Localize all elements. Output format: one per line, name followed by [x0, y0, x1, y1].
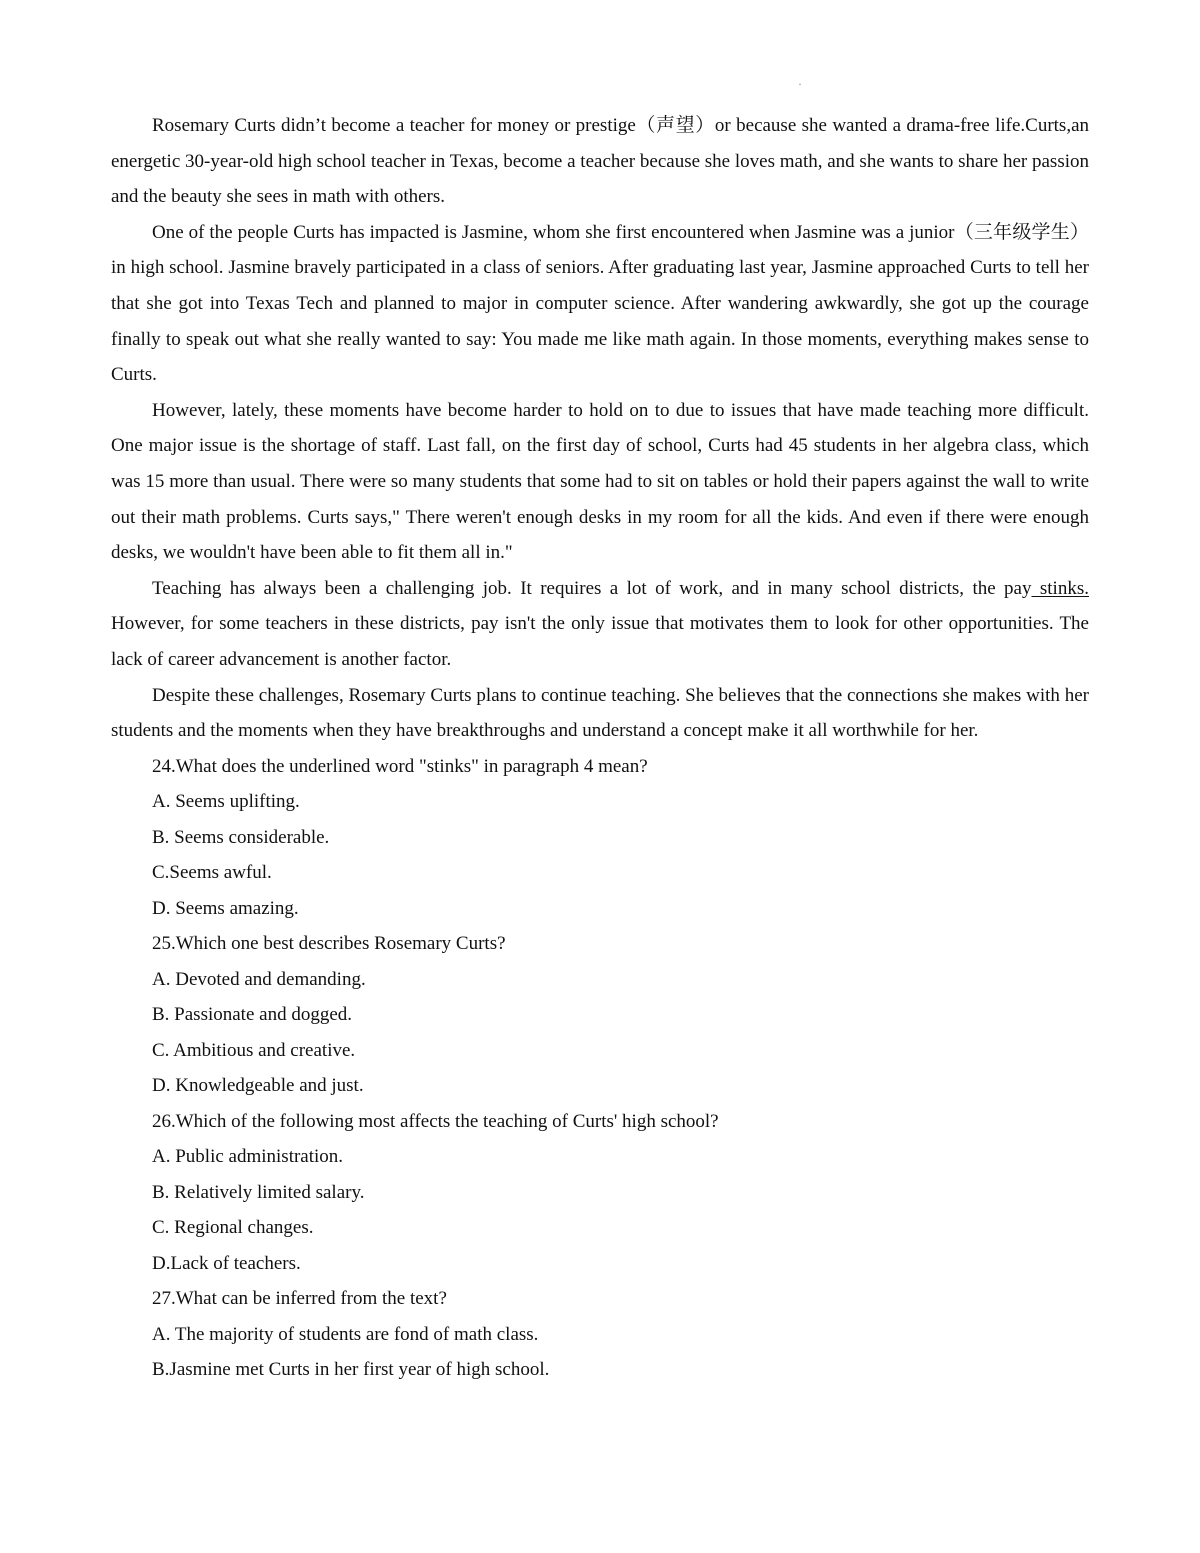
reading-passage: [111, 108, 1089, 749]
option-b: B.Jasmine met Curts in her first year of high school.: [152, 1359, 550, 1381]
question-27: [111, 1281, 1089, 1388]
option-d: D.Lack of teachers.: [152, 1252, 301, 1274]
question-stem: 24.What does the underlined word "stinks" in paragraph 4 mean?: [152, 755, 648, 777]
question-stem: 27.What can be inferred from the text?: [152, 1288, 447, 1310]
option-b: B. Seems considerable.: [152, 826, 330, 848]
option-a: A. The majority of students are fond of math class.: [152, 1323, 539, 1345]
question-26: [111, 1104, 1089, 1282]
option-c: C. Regional changes.: [152, 1217, 314, 1239]
underlined-word-stinks: stinks.: [1031, 577, 1089, 599]
paragraph-3: However, lately, these moments have become harder to hold on to due to issues that have made teaching more difficult. One major issue is the shortage of staff. Last fall, on the first day of school, Curts had 45 students in her algebra class, which was 15 more than usual. There were so many students that some had to sit on tables or hold their papers against the wall to write out their math problems. Curts says," There weren't enough desks in my room for all the kids. And even if there were enough desks, we wouldn't have been able to fit them all in.": [111, 399, 1089, 564]
option-c: C. Ambitious and creative.: [152, 1039, 356, 1061]
paragraph-4: [111, 571, 1089, 678]
option-d: D. Seems amazing.: [152, 897, 299, 919]
question-stem: 25.Which one best describes Rosemary Curts?: [152, 933, 506, 955]
questions: [111, 749, 1089, 1388]
paragraph-4-text-end: However, for some teachers in these districts, pay isn't the only issue that motivates them to look for other opportunities. The lack of career advancement is another factor.: [111, 613, 1089, 670]
question-25: [111, 926, 1089, 1104]
option-c: C.Seems awful.: [152, 862, 272, 884]
option-b: B. Passionate and dogged.: [152, 1004, 353, 1026]
paragraph-5: Despite these challenges, Rosemary Curts plans to continue teaching. She believes that the connections she makes with her students and the moments when they have breakthroughs and understand a concept make it all worthwhile for her.: [111, 684, 1089, 742]
page-mark: ·: [798, 77, 802, 91]
option-b: B. Relatively limited salary.: [152, 1181, 365, 1203]
option-a: A. Public administration.: [152, 1146, 344, 1168]
paragraph-1: Rosemary Curts didn’t become a teacher for money or prestige（声望）or because she wanted a drama-free life.Curts,an energetic 30-year-old high school teacher in Texas, become a teacher because she loves math, and she wants to share her passion and the beauty she sees in math with others.: [111, 115, 1089, 208]
document-body: [111, 108, 1089, 1388]
question-24: [111, 749, 1089, 927]
option-a: A. Devoted and demanding.: [152, 968, 366, 990]
option-a: A. Seems uplifting.: [152, 791, 300, 813]
question-stem: 26.Which of the following most affects the teaching of Curts' high school?: [152, 1110, 719, 1132]
option-d: D. Knowledgeable and just.: [152, 1075, 364, 1097]
paragraph-4-text-start: Teaching has always been a challenging job. It requires a lot of work, and in many school districts, the pay: [152, 577, 1032, 599]
paragraph-2: One of the people Curts has impacted is Jasmine, whom she first encountered when Jasmine was a junior（三年级学生）in high school. Jasmine bravely participated in a class of seniors. After graduating last year, Jasmine approached Curts to tell her that she got into Texas Tech and planned to major in computer science. After wandering awkwardly, she got up the courage finally to speak out what she really wanted to say: You made me like math again. In those moments, everything makes sense to Curts.: [111, 221, 1089, 386]
